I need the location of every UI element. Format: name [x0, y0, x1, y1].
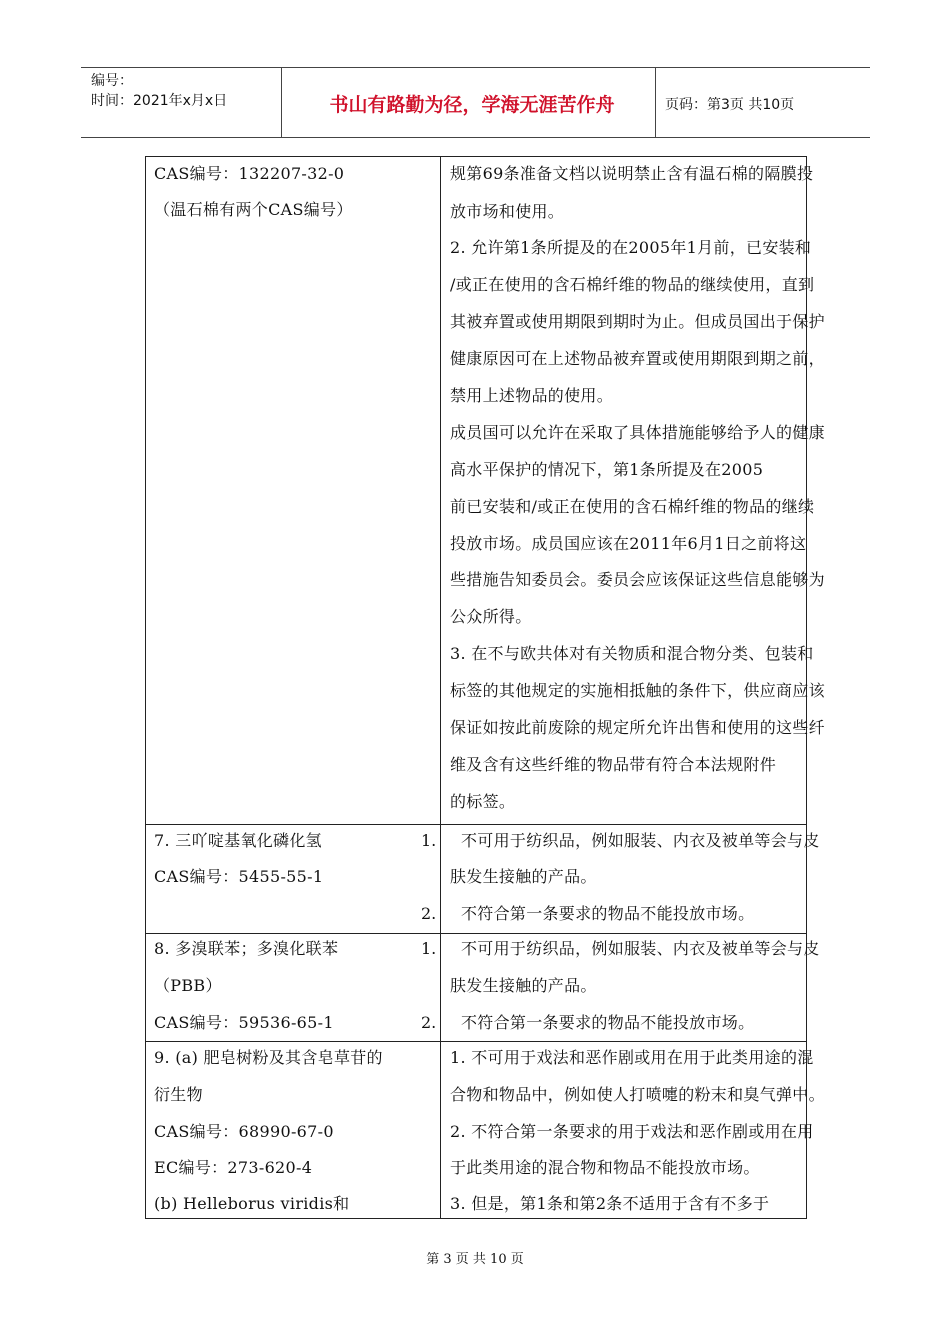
cell-text: CAS编号：68990-67-0: [154, 1122, 334, 1141]
cell-text: 保证如按此前废除的规定所允许出售和使用的这些纤: [450, 718, 825, 737]
cell-text: 1. 不可用于戏法和恶作剧或用在用于此类用途的混: [450, 1048, 814, 1067]
regulation-table: [145, 156, 825, 1218]
cell-text: 放市场和使用。: [450, 202, 565, 221]
cell-text: EC编号：273-620-4: [154, 1158, 313, 1177]
cell-text: CAS编号：59536-65-1: [154, 1013, 334, 1032]
cell-text: (b) Helleborus viridis和: [154, 1194, 350, 1213]
row-divider: [145, 933, 806, 934]
item-number: 1.: [421, 831, 437, 850]
header-slogan: 书山有路勤为径，学海无涯苦作舟: [329, 94, 615, 116]
time-label: 时间：2021年x月x日: [91, 93, 228, 109]
number-label: 编号：: [91, 73, 133, 89]
item-number: 2.: [421, 904, 437, 923]
cell-text: 9. (a) 肥皂树粉及其含皂草苷的: [154, 1048, 383, 1067]
cell-text: 健康原因可在上述物品被弃置或使用期限到期之前，: [450, 349, 825, 368]
row-divider: [145, 1041, 806, 1042]
row-divider: [145, 824, 806, 825]
cell-text: 合物和物品中，例如使人打喷嚏的粉末和臭气弹中。: [450, 1085, 825, 1104]
cell-text: 肤发生接触的产品。: [450, 976, 597, 995]
cell-text: （温石棉有两个CAS编号）: [154, 200, 353, 219]
cell-text: 的标签。: [450, 792, 516, 811]
cell-text: 成员国可以允许在采取了具体措施能够给予人的健康: [450, 423, 825, 442]
item-number: 2.: [421, 1013, 437, 1032]
cell-text: 不符合第一条要求的物品不能投放市场。: [461, 904, 755, 923]
cell-text: 其被弃置或使用期限到期时为止。但成员国出于保护: [450, 312, 825, 331]
cell-text: 3. 在不与欧共体对有关物质和混合物分类、包装和: [450, 644, 814, 663]
cell-text: 高水平保护的情况下，第1条所提及在2005: [450, 460, 764, 479]
item-number: 1.: [421, 939, 437, 958]
header-divider: [655, 68, 656, 137]
cell-text: 投放市场。成员国应该在2011年6月1日之前将这: [450, 534, 807, 553]
cell-text: 不可用于纺织品，例如服装、内衣及被单等会与皮: [461, 939, 820, 958]
cell-text: 不可用于纺织品，例如服装、内衣及被单等会与皮: [461, 831, 820, 850]
header-page-info: 页码：第3页 共10页: [665, 97, 795, 113]
cell-text: CAS编号：5455-55-1: [154, 867, 324, 886]
cell-text: 些措施告知委员会。委员会应该保证这些信息能够为: [450, 570, 825, 589]
cell-text: CAS编号：132207-32-0: [154, 164, 345, 183]
cell-text: 7. 三吖啶基氧化磷化氢: [154, 831, 322, 850]
cell-text: 8. 多溴联苯；多溴化联苯: [154, 939, 339, 958]
page-footer: 第 3 页 共 10 页: [426, 1252, 524, 1267]
cell-text: 维及含有这些纤维的物品带有符合本法规附件: [450, 755, 777, 774]
cell-text: 前已安装和/或正在使用的含石棉纤维的物品的继续: [450, 497, 815, 516]
document-header: [81, 67, 870, 138]
cell-text: 不符合第一条要求的物品不能投放市场。: [461, 1013, 755, 1032]
cell-text: 2. 允许第1条所提及的在2005年1月前，已安装和: [450, 238, 812, 257]
cell-text: （PBB）: [154, 976, 222, 995]
cell-text: 3. 但是，第1条和第2条不适用于含有不多于: [450, 1194, 770, 1213]
cell-text: 规第69条准备文档以说明禁止含有温石棉的隔膜投: [450, 164, 814, 183]
column-divider: [440, 156, 441, 1218]
cell-text: 2. 不符合第一条要求的用于戏法和恶作剧或用在用: [450, 1122, 814, 1141]
cell-text: 肤发生接触的产品。: [450, 867, 597, 886]
cell-text: 于此类用途的混合物和物品不能投放市场。: [450, 1158, 760, 1177]
cell-text: 衍生物: [154, 1085, 203, 1104]
cell-text: /或正在使用的含石棉纤维的物品的继续使用，直到: [450, 275, 815, 294]
cell-text: 标签的其他规定的实施相抵触的条件下，供应商应该: [450, 681, 825, 700]
cell-text: 禁用上述物品的使用。: [450, 386, 614, 405]
header-divider: [281, 68, 282, 137]
cell-text: 公众所得。: [450, 607, 532, 626]
